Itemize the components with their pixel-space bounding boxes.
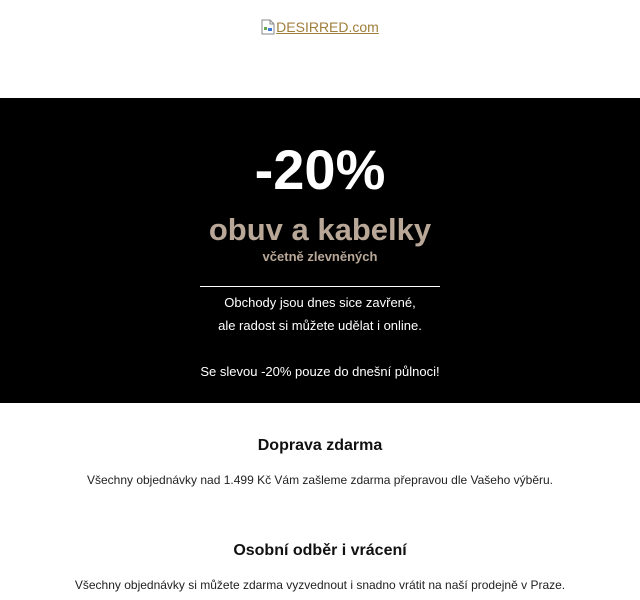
shipping-text: Všechny objednávky nad 1.499 Kč Vám zašleme zdarma přepravou dle Vašeho výběru. <box>86 473 554 487</box>
hero-text-line1: Obchody jsou dnes sice zavřené, <box>224 295 416 310</box>
hero-text-line2: ale radost si můžete udělat i online. <box>218 318 422 333</box>
logo-container <box>0 19 640 40</box>
shipping-title: Doprava zdarma <box>257 437 383 454</box>
hero-subtitle: včetně zlevněných <box>262 249 378 264</box>
pickup-text: Všechny objednávky si můžete zdarma vyzvednout i snadno vrátit na naší prodejně v Praze. <box>74 578 566 592</box>
hero-divider <box>200 286 440 287</box>
hero-discount: -20% <box>254 138 386 201</box>
logo-alt-text: DESIRRED.com <box>276 19 379 35</box>
hero-title: obuv a kabelky <box>208 212 432 247</box>
hero-banner[interactable] <box>0 98 640 403</box>
hero-text-line3: Se slevou -20% pouze do dnešní půlnoci! <box>200 364 440 379</box>
broken-image-icon <box>261 19 275 35</box>
pickup-title: Osobní odběr i vrácení <box>233 542 407 559</box>
logo-link[interactable] <box>261 19 379 35</box>
